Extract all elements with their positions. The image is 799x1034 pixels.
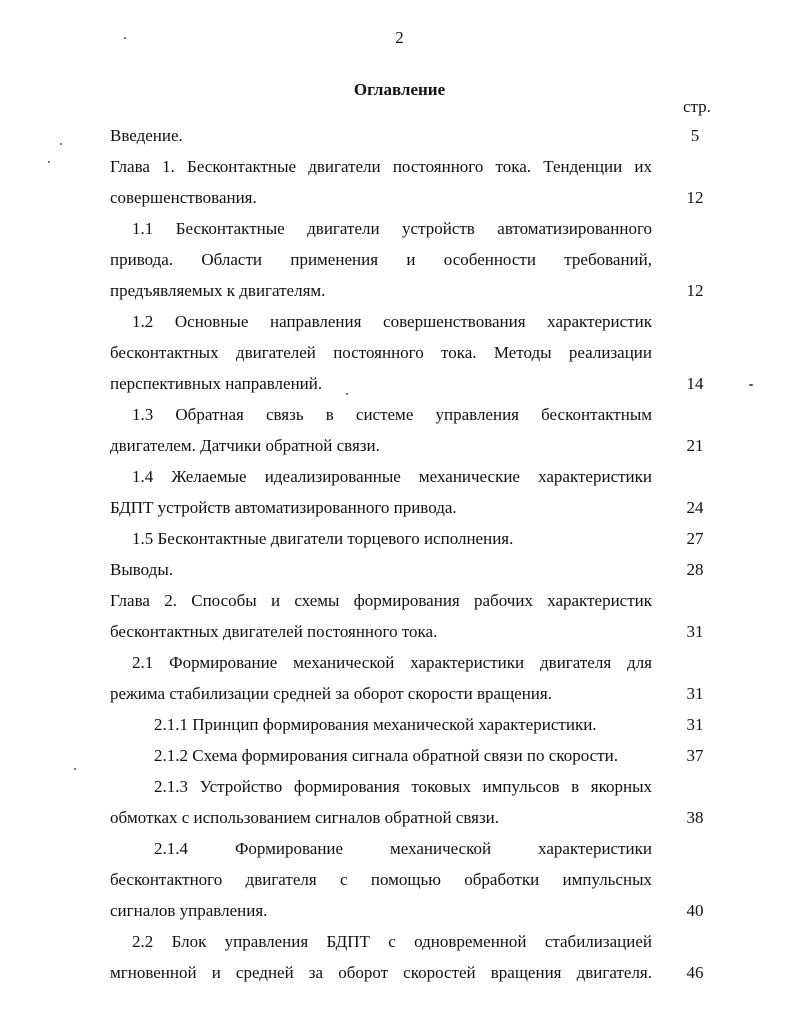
toc-page: 31 bbox=[686, 684, 704, 703]
toc-page: 37 bbox=[686, 746, 704, 765]
toc-page: 31 bbox=[686, 622, 704, 641]
toc-line: 2.1.4 Формирование механической характеристики bbox=[154, 839, 652, 858]
toc-line: перспективных направлений. bbox=[110, 374, 323, 393]
toc-line: бесконтактного двигателя с помощью обработки импульсных bbox=[110, 870, 652, 889]
scan-speck bbox=[749, 384, 753, 386]
toc-line: 2.2 Блок управления БДПТ с одновременной стабилизацией bbox=[132, 932, 652, 951]
toc-line: сигналов управления. bbox=[110, 901, 268, 920]
toc-line: 1.1 Бесконтактные двигатели устройств автоматизированного bbox=[132, 219, 652, 238]
toc-page: 14 bbox=[686, 374, 704, 393]
scan-speck bbox=[346, 393, 348, 395]
toc-line: Введение. bbox=[110, 126, 183, 145]
toc-line: 1.3 Обратная связь в системе управления бесконтактным bbox=[132, 405, 652, 424]
toc-page: 28 bbox=[686, 560, 704, 579]
toc-line: 2.1.2 Схема формирования сигнала обратной связи по скорости. bbox=[154, 746, 618, 765]
toc-line: 2.1 Формирование механической характеристики двигателя для bbox=[132, 653, 652, 672]
toc-line: привода. Области применения и особенности требований, bbox=[110, 250, 652, 269]
toc-line: 1.2 Основные направления совершенствования характеристик bbox=[132, 312, 652, 331]
toc-line: двигателем. Датчики обратной связи. bbox=[110, 436, 380, 455]
toc-page: 40 bbox=[686, 901, 704, 920]
toc-page: 31 bbox=[686, 715, 704, 734]
toc-line: Глава 1. Бесконтактные двигатели постоянного тока. Тенденции их bbox=[110, 157, 652, 176]
toc-line: 2.1.1 Принцип формирования механической характеристики. bbox=[154, 715, 597, 734]
pages-column-header: стр. bbox=[683, 97, 711, 116]
toc-line: предъявляемых к двигателям. bbox=[110, 281, 326, 300]
toc-line: БДПТ устройств автоматизированного привода. bbox=[110, 498, 457, 517]
toc-line: 1.5 Бесконтактные двигатели торцевого исполнения. bbox=[132, 529, 514, 548]
toc-page: 5 bbox=[690, 126, 700, 145]
toc-line: Выводы. bbox=[110, 560, 174, 579]
toc-line: 2.1.3 Устройство формирования токовых импульсов в якорных bbox=[154, 777, 652, 796]
toc-line: совершенствования. bbox=[110, 188, 257, 207]
scan-speck bbox=[124, 37, 126, 39]
toc-line: режима стабилизации средней за оборот скорости вращения. bbox=[110, 684, 552, 703]
toc-line: бесконтактных двигателей постоянного тока. bbox=[110, 622, 438, 641]
page-number: 2 bbox=[395, 28, 404, 47]
toc-page: 38 bbox=[686, 808, 704, 827]
scan-speck bbox=[60, 143, 62, 145]
toc-page: 12 bbox=[686, 188, 704, 207]
scan-speck bbox=[74, 768, 76, 770]
toc-line: 1.4 Желаемые идеализированные механические характеристики bbox=[132, 467, 652, 486]
toc-page: 12 bbox=[686, 281, 704, 300]
toc-page: 21 bbox=[686, 436, 704, 455]
toc-line: мгновенной и средней за оборот скоростей вращения двигателя. bbox=[110, 963, 652, 982]
toc-line: обмотках с использованием сигналов обратной связи. bbox=[110, 808, 500, 827]
toc-line: Глава 2. Способы и схемы формирования рабочих характеристик bbox=[110, 591, 652, 610]
toc-page: 24 bbox=[686, 498, 704, 517]
document-title: Оглавление bbox=[353, 80, 446, 99]
toc-page: 46 bbox=[686, 963, 704, 982]
toc-page: 27 bbox=[686, 529, 704, 548]
toc-line: бесконтактных двигателей постоянного тока. Методы реализации bbox=[110, 343, 652, 362]
scan-speck bbox=[48, 161, 50, 163]
